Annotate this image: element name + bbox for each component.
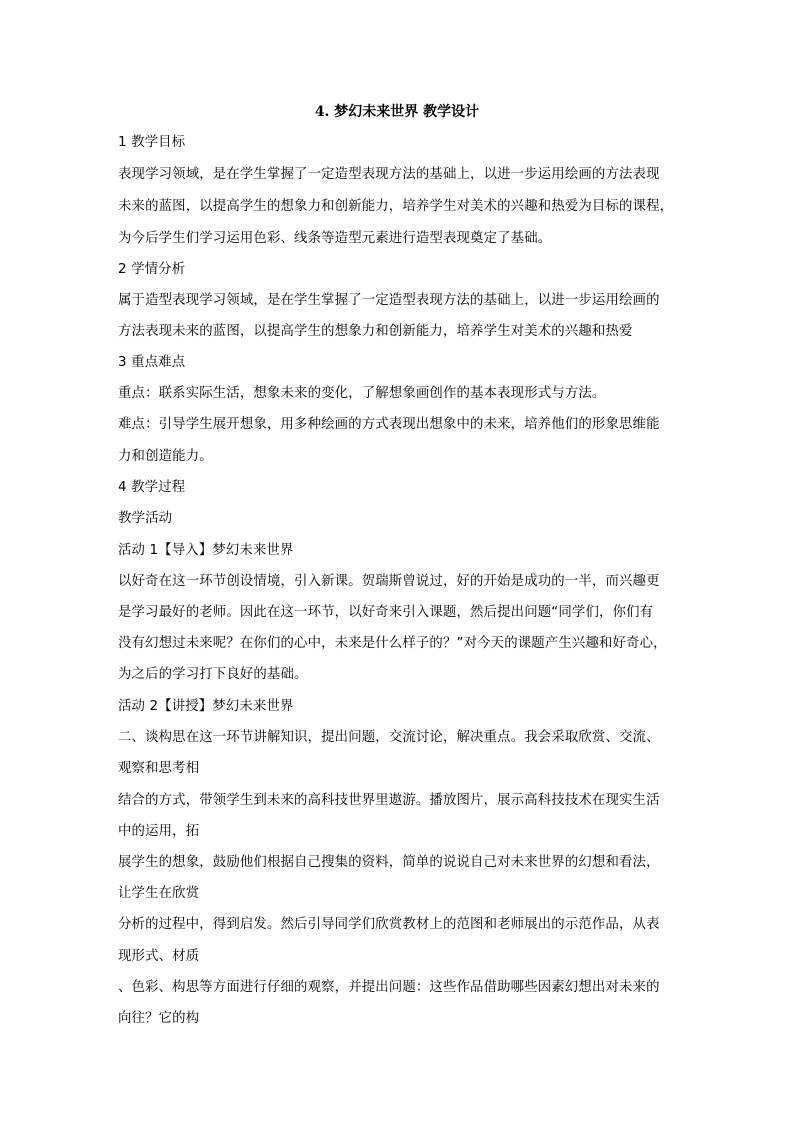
paragraph-line: 现形式、材质	[118, 949, 200, 964]
section-heading-key-points: 3 重点难点	[118, 355, 186, 370]
section-heading-process: 4 教学过程	[118, 480, 186, 495]
paragraph-line: 没有幻想过未来呢？在你们的心中，未来是什么样子的？”对今天的课题产生兴趣和好奇心，	[118, 636, 667, 651]
paragraph-line: 属于造型表现学习领域，是在学生掌握了一定造型表现方法的基础上，以进一步运用绘画的	[118, 293, 660, 308]
activity-heading: 活动 2【讲授】梦幻未来世界	[118, 699, 294, 714]
paragraph-line: 为之后的学习打下良好的基础。	[118, 667, 308, 682]
paragraph-line: 难点：引导学生展开想象，用多种绘画的方式表现出想象中的未来，培养他们的形象思维能	[118, 417, 660, 432]
section-heading-objectives: 1 教学目标	[118, 135, 186, 150]
paragraph-line: 分析的过程中，得到启发。然后引导同学们欣赏教材上的范图和老师展出的示范作品，从表	[118, 917, 660, 932]
paragraph-line: 是学习最好的老师。因此在这一环节，以好奇来引入课题，然后提出问题“同学们，你们有	[118, 605, 654, 620]
paragraph-line: 重点：联系实际生活，想象未来的变化，了解想象画创作的基本表现形式与方法。	[118, 386, 606, 401]
paragraph-line: 让学生在欣赏	[118, 886, 200, 901]
paragraph-line: 展学生的想象，鼓励他们根据自己搜集的资料，简单的说说自己对未来世界的幻想和看法，	[118, 855, 660, 870]
section-heading-analysis: 2 学情分析	[118, 262, 186, 277]
paragraph-line: 二、谈构思在这一环节讲解知识，提出问题，交流讨论，解决重点。我会采取欣赏、交流、	[118, 730, 660, 745]
paragraph-line: 中的运用，拓	[118, 824, 200, 839]
paragraph-line: 、色彩、构思等方面进行仔细的观察，并提出问题：这些作品借助哪些因素幻想出对未来的	[118, 980, 660, 995]
paragraph-line: 为今后学生们学习运用色彩、线条等造型元素进行造型表现奠定了基础。	[118, 231, 552, 246]
paragraph-line: 表现学习领域，是在学生掌握了一定造型表现方法的基础上，以进一步运用绘画的方法表现	[118, 167, 660, 182]
paragraph-line: 未来的蓝图，以提高学生的想象力和创新能力，培养学生对美术的兴趣和热爱为目标的课程，	[118, 199, 674, 214]
paragraph-line: 以好奇在这一环节创设情境，引入新课。贺瑞斯曾说过，好的开始是成功的一半，而兴趣更	[118, 574, 660, 589]
paragraph-line: 向往？它的构	[118, 1011, 200, 1026]
paragraph-line: 观察和思考相	[118, 761, 200, 776]
paragraph-line: 力和创造能力。	[118, 449, 213, 464]
document-title: 4. 梦幻未来世界 教学设计	[314, 104, 480, 120]
activity-heading: 活动 1【导入】梦幻未来世界	[118, 543, 294, 558]
paragraph-line: 方法表现未来的蓝图，以提高学生的想象力和创新能力，培养学生对美术的兴趣和热爱	[118, 324, 633, 339]
paragraph-line: 结合的方式，带领学生到未来的高科技世界里遨游。播放图片，展示高科技技术在现实生活	[118, 793, 660, 808]
subheading-activities: 教学活动	[118, 511, 173, 526]
